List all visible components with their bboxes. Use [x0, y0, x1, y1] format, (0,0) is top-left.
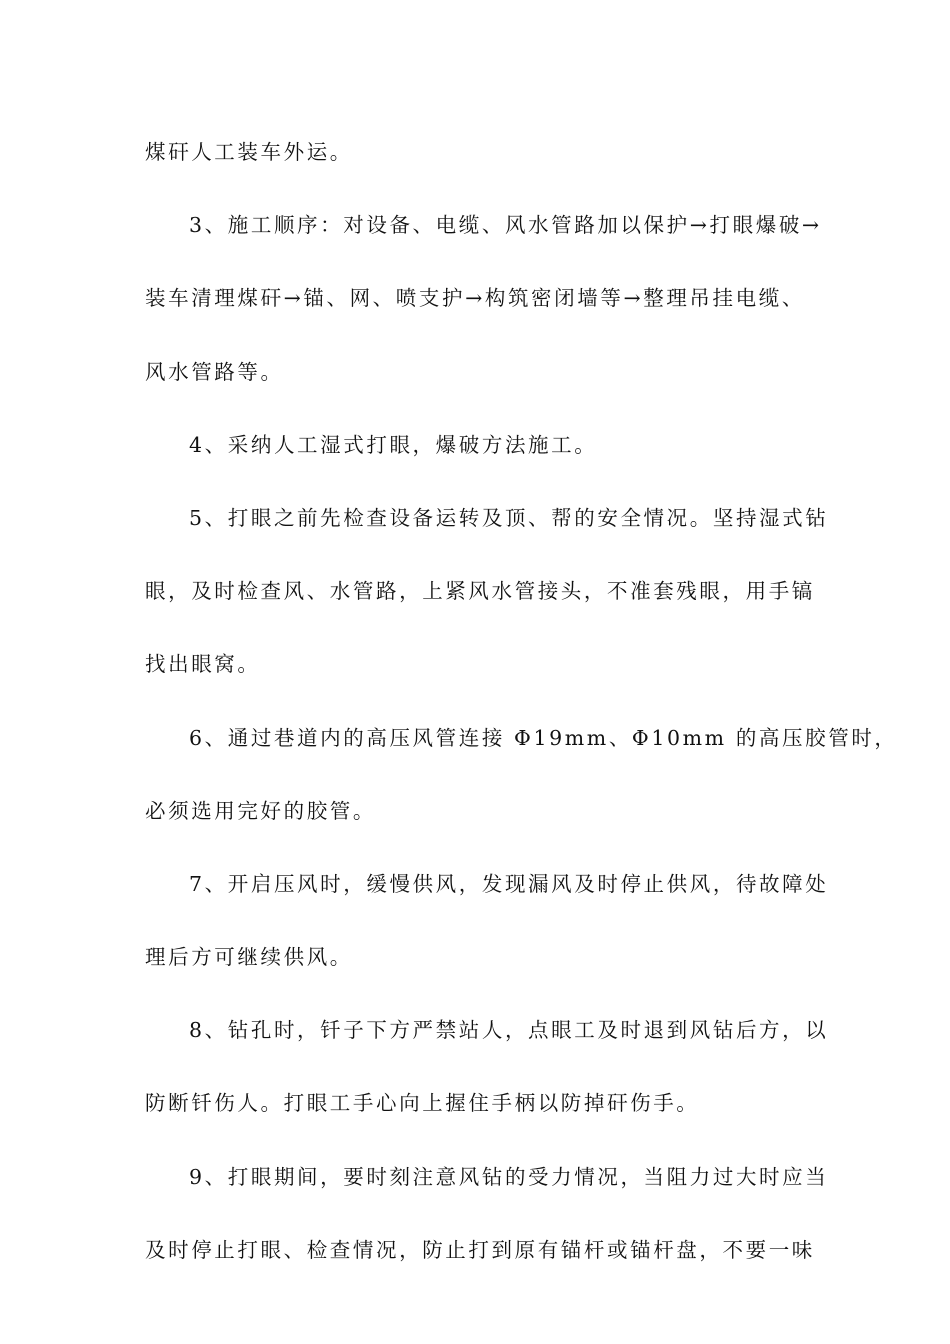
text-line: 装车清理煤矸→锚、网、喷支护→构筑密闭墙等→整理吊挂电缆、	[145, 286, 805, 311]
text-line: 找出眼窝。	[145, 652, 261, 677]
text-line: 及时停止打眼、检查情况，防止打到原有锚杆或锚杆盘，不要一味	[145, 1237, 815, 1262]
text-line: 4、采纳人工湿式打眼，爆破方法施工。	[189, 432, 598, 457]
text-line: 风水管路等。	[145, 359, 284, 384]
text-line: 5、打眼之前先检查设备运转及顶、帮的安全情况。坚持湿式钻	[189, 505, 829, 530]
text-line: 8、钻孔时，钎子下方严禁站人，点眼工及时退到风钻后方，以	[189, 1018, 829, 1043]
text-line: 防断钎伤人。打眼工手心向上握住手柄以防掉矸伤手。	[145, 1091, 700, 1116]
text-line: 3、施工顺序：对设备、电缆、风水管路加以保护→打眼爆破→	[189, 213, 822, 238]
text-line: 理后方可继续供风。	[145, 945, 353, 970]
text-line: 眼，及时检查风、水管路，上紧风水管接头，不准套残眼，用手镐	[145, 579, 815, 604]
text-line: 必须选用完好的胶管。	[145, 798, 376, 823]
text-line: 9、打眼期间，要时刻注意风钻的受力情况，当阻力过大时应当	[189, 1164, 829, 1189]
text-line: 7、开启压风时，缓慢供风，发现漏风及时停止供风，待故障处	[189, 871, 829, 896]
text-line: 煤矸人工装车外运。	[145, 140, 353, 164]
body-text	[145, 116, 898, 1287]
text-line: 6、通过巷道内的高压风管连接 Φ19mm、Φ10mm 的高压胶管时，	[189, 725, 898, 750]
